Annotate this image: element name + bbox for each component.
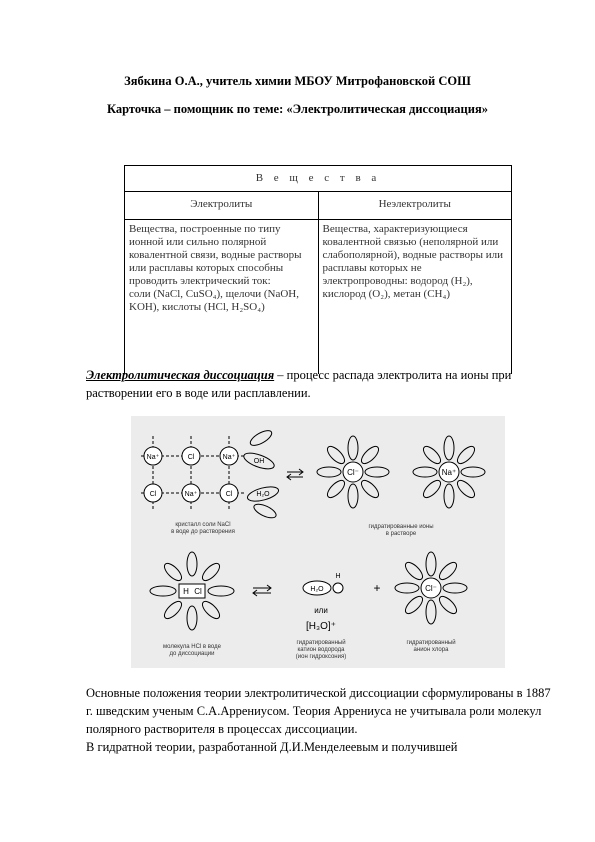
caption-anion-2: анион хлора bbox=[413, 647, 449, 653]
sodium-label: Na⁺ bbox=[441, 468, 457, 477]
ion-label: Na⁺ bbox=[146, 454, 160, 461]
table-title: В е щ е с т в а bbox=[125, 166, 512, 192]
hydrogen-ion: H bbox=[335, 573, 341, 580]
nonelectrolytes-header: Неэлектролиты bbox=[318, 192, 512, 220]
paragraph-2: В гидратной теории, разработанной Д.И.Менделеевым и получившей bbox=[86, 740, 458, 754]
nonelectrolytes-description: Вещества, характеризующиеся ковалентной связью (неполярной или слабополярной), водные растворы или расплавы которых не электропроводны: водород (H₂), кислород (O₂), метан (CH₄) bbox=[318, 220, 512, 375]
hcl-molecule bbox=[150, 552, 234, 630]
hydronium-water: H₂O bbox=[310, 586, 324, 593]
definition bbox=[86, 366, 556, 402]
equilibrium-arrow-2 bbox=[253, 585, 271, 596]
caption-cation-1: гидратированный bbox=[296, 640, 346, 646]
paragraph-1: Основные положения теории электролитической диссоциации сформулированы в 1887 г. шведским ученым С.А.Аррениусом. Теория Аррениуса не учитывала роли молекул полярного растворителя в процессах диссоциации. bbox=[86, 686, 551, 736]
caption-hcl-2: до диссоциации bbox=[169, 651, 215, 657]
ion-label: Cl bbox=[187, 454, 195, 461]
ion-label: Cl bbox=[149, 491, 157, 498]
card-title: Карточка – помощник по теме: «Электролитическая диссоциация» bbox=[107, 102, 488, 116]
caption-cation-2: катион водорода bbox=[297, 647, 345, 653]
dissociation-diagram bbox=[131, 416, 505, 668]
definition-term: Электролитическая диссоциация bbox=[86, 368, 275, 382]
substances-table bbox=[124, 165, 512, 374]
caption-hydrated-2: в растворе bbox=[385, 531, 417, 537]
ion-label: Na⁺ bbox=[222, 454, 236, 461]
hcl-cl-label: Cl bbox=[194, 587, 202, 596]
hydronium-formula: [H₃O]⁺ bbox=[306, 621, 336, 632]
ion-label: Na⁺ bbox=[184, 491, 198, 498]
theory-paragraph bbox=[86, 684, 556, 756]
anion-label: Cl⁻ bbox=[425, 584, 437, 593]
hcl-h-label: H bbox=[183, 587, 189, 596]
caption-hydrated-1: гидратированные ионы bbox=[368, 524, 434, 530]
caption-crystal-1: кристалл соли NaCl bbox=[175, 522, 231, 528]
water-label: H₂O bbox=[256, 491, 270, 498]
author-line: Зябкина О.А., учитель химии МБОУ Митрофановской СОШ bbox=[124, 74, 471, 88]
oh-label: OH bbox=[253, 458, 265, 465]
definition-text: – процесс распада электролита на ионы при растворении его в воде или расплавлении. bbox=[86, 368, 512, 400]
dissociation-figure bbox=[131, 416, 505, 668]
ion-label: Cl bbox=[225, 491, 233, 498]
caption-crystal-2: в воде до растворения bbox=[171, 529, 235, 535]
plus-sign: + bbox=[373, 581, 381, 595]
electrolytes-header: Электролиты bbox=[125, 192, 319, 220]
caption-cation-3: (ион гидроксония) bbox=[295, 654, 347, 660]
caption-anion-1: гидратированный bbox=[406, 640, 456, 646]
equilibrium-arrow bbox=[287, 469, 303, 480]
electrolytes-description: Вещества, построенные по типу ионной или сильно полярной ковалентной связи, водные растворы или расплавы которых способны проводить электрический ток: соли (NaCl, CuSO₄), щелочи (NaOH, KOH), кислоты (HCl, H₂SO₄) bbox=[125, 220, 319, 375]
caption-hcl-1: молекула HCl в воде bbox=[163, 644, 221, 650]
nacl-crystal bbox=[141, 428, 280, 521]
chloride-label: Cl⁻ bbox=[347, 468, 359, 477]
or-label: или bbox=[314, 606, 328, 615]
